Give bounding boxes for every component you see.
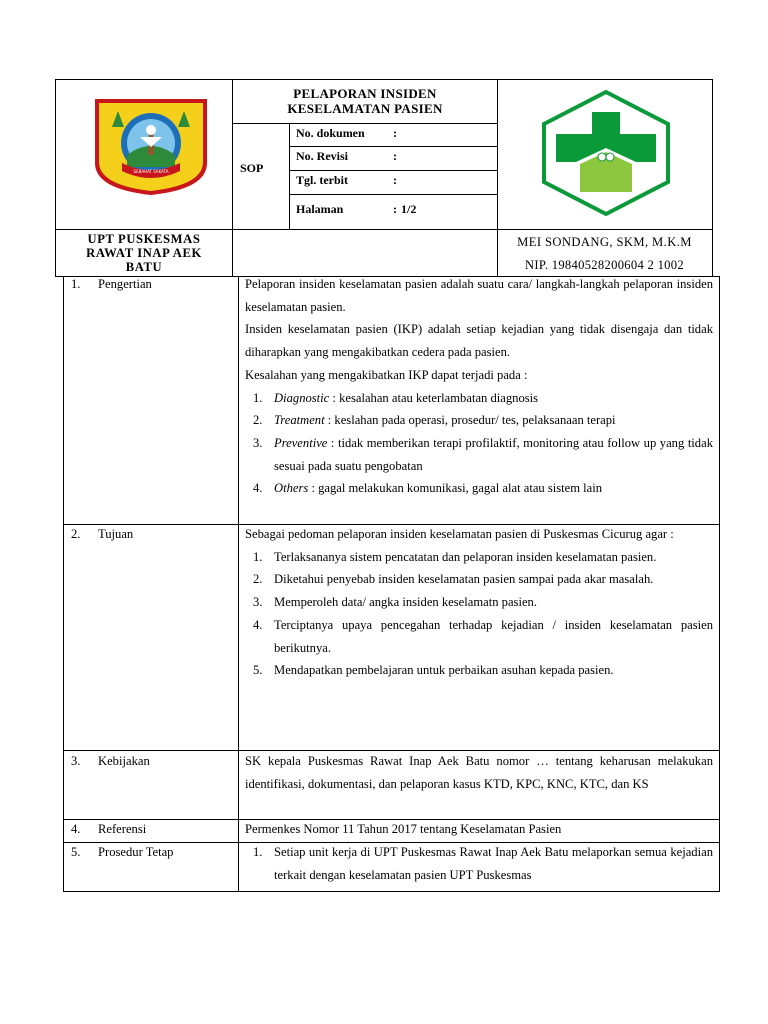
list-item: 4. Terciptanya upaya pencegahan terhadap kejadian / insiden keselamatan pasien berikutnya. [253,617,713,655]
section-1-content [245,273,713,500]
policy-text: SK kepala Puskesmas Rawat Inap Aek Batu nomor … tentang keharusan melakukan identifikasi, dokumentasi, dan pelaporan kasus KTD, KPC, KNC, KTC, dan KS [245,754,713,791]
section-2-content [245,523,713,682]
definition-paragraph-1: Pelaporan insiden keselamatan pasien adalah suatu cara/ langkah-langkah pelaporan insiden keselamatan pasien. [245,277,713,314]
sop-label: SOP [240,161,264,175]
list-item: 4. Others : gagal melakukan komunikasi, gagal alat atau sistem lain [253,481,603,496]
list-item: 5. Mendapatkan pembelajaran untuk perbaikan asuhan kepada pasien. [253,663,614,678]
section-4-number: 4. [71,822,81,836]
list-item: 3. Preventive : tidak memberikan terapi profilaktif, monitoring atau follow up yang tidak sesuai pada suatu pengobatan [253,435,713,473]
definition-paragraph-3: Kesalahan yang mengakibatkan IKP dapat terjadi pada : [245,367,528,382]
section-2-label: Tujuan [98,527,134,541]
field-sep-page: : [393,202,397,216]
list-item: 1. Terlaksananya sistem pencatatan dan pelaporan insiden keselamatan pasien. [253,549,657,564]
org-line-2: RAWAT INAP AEK [86,246,202,260]
puskesmas-logo [540,90,672,216]
reference-text: Permenkes Nomor 11 Tahun 2017 tentang Keselamatan Pasien [245,822,562,836]
title-line-2: KESELAMATAN PASIEN [287,101,443,116]
org-line-3: BATU [125,260,163,274]
field-label-issue-date: Tgl. terbit [296,173,348,187]
field-sep-revision: : [393,149,397,163]
field-label-page: Halaman [296,202,344,216]
document-title [233,86,497,116]
field-value-page: 1/2 [401,202,417,216]
list-item: 2. Diketahui penyebab insiden keselamatan pasien sampai pada akar masalah. [253,572,654,587]
signer-nip: NIP. 19840528200604 2 1002 [525,258,684,272]
list-item: 1. Setiap unit kerja di UPT Puskesmas Rawat Inap Aek Batu melaporkan semua kejadian terkait dengan keselamatan pasien UPT Puskesmas [253,845,713,882]
section-2-number: 2. [71,527,81,541]
organization-name [56,232,232,274]
purpose-intro: Sebagai pedoman pelaporan insiden keselamatan pasien di Puskesmas Cicurug agar : [245,527,674,541]
org-line-1: UPT PUSKESMAS [87,232,201,246]
list-item: 1. Diagnostic : kesalahan atau keterlambatan diagnosis [253,390,539,405]
emblem-ribbon-text: SEBAHAT SAKATA [133,169,169,174]
section-4-label: Referensi [98,822,147,836]
list-item: 2. Treatment : keslahan pada operasi, prosedur/ tes, pelaksanaan terapi [253,413,616,428]
signer-name: MEI SONDANG, SKM, M.K.M [517,235,692,249]
definition-paragraph-2: Insiden keselamatan pasien (IKP) adalah setiap kejadian yang tidak disengaja dan tidak diharapkan yang mengakibatkan cedera pada pasien. [245,322,713,360]
section-5-content [245,841,713,890]
title-line-1: PELAPORAN INSIDEN [293,86,437,101]
section-5-number: 5. [71,845,81,859]
section-5-label: Prosedur Tetap [98,845,174,859]
field-sep-issue-date: : [393,173,397,187]
regency-emblem [92,97,210,197]
section-1-number: 1. [71,277,81,291]
section-1-label: Pengertian [98,277,152,291]
field-sep-document-number: : [393,126,397,140]
list-item: 3. Memperoleh data/ angka insiden keselamatn pasien. [253,595,537,610]
field-label-revision: No. Revisi [296,149,348,163]
section-3-label: Kebijakan [98,754,150,768]
section-3-number: 3. [71,754,81,768]
field-label-document-number: No. dokumen [296,126,365,140]
